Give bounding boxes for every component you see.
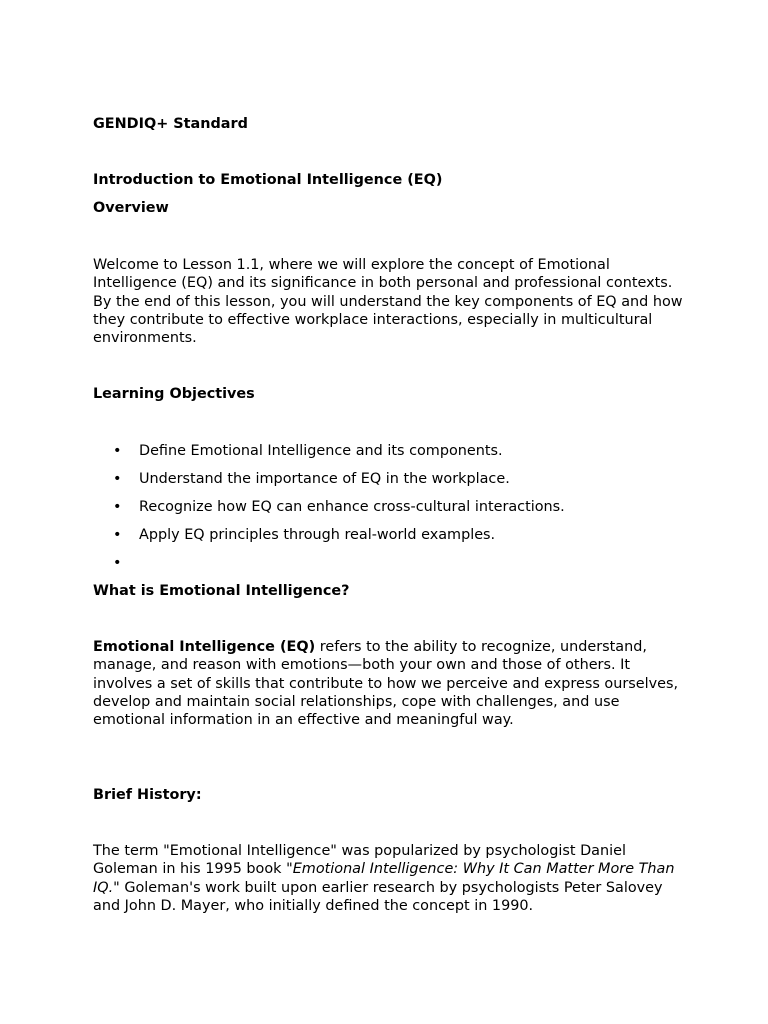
list-item-text: Apply EQ principles through real-world examples. <box>139 527 496 543</box>
book-title: Emotional Intelligence: Why It Can Matter More Than IQ. <box>93 861 675 896</box>
bullet-icon: • <box>113 471 122 487</box>
bullet-icon: • <box>113 527 122 543</box>
list-item-text: Recognize how EQ can enhance cross-cultural interactions. <box>139 499 565 515</box>
what-is-heading: What is Emotional Intelligence? <box>93 583 350 599</box>
bullet-icon: • <box>113 555 122 571</box>
overview-paragraph: Welcome to Lesson 1.1, where we will explore the concept of Emotional Intelligence (EQ) and its significance in both personal and professional contexts. By the end of this lesson, you will understand the key components of EQ and how they contribute to effective workplace interactions, especially in multicultural environments. <box>93 257 683 347</box>
list-item <box>93 498 683 516</box>
objectives-heading: Learning Objectives <box>93 386 255 402</box>
history-text-end: " Goleman's work built upon earlier research by psychologists Peter Salovey and John D. Mayer, who initially defined the concept in 1990. <box>93 879 663 914</box>
list-item-text: Understand the importance of EQ in the workplace. <box>139 471 510 487</box>
standard-title: GENDIQ+ Standard <box>93 116 248 132</box>
list-item-text: Define Emotional Intelligence and its components. <box>139 443 503 459</box>
definition-term: Emotional Intelligence (EQ) <box>93 639 316 655</box>
list-item <box>93 442 683 460</box>
history-paragraph <box>93 842 683 915</box>
bullet-icon: • <box>113 443 122 459</box>
bullet-icon: • <box>113 499 122 515</box>
history-text-start: The term "Emotional Intelligence" was popularized by psychologist Daniel Goleman in his 1995 book " <box>93 843 626 878</box>
history-heading: Brief History: <box>93 787 202 803</box>
list-item <box>93 470 683 488</box>
lesson-title: Introduction to Emotional Intelligence (EQ) <box>93 172 443 188</box>
definition-text: refers to the ability to recognize, understand, manage, and reason with emotions—both your own and those of others. It involves a set of skills that contribute to how we perceive and express ourselves, develop and maintain social relationships, cope with challenges, and use emotional information in an effective and meaningful way. <box>93 639 679 729</box>
list-item <box>93 554 683 572</box>
list-item <box>93 526 683 544</box>
definition-paragraph <box>93 638 683 729</box>
overview-heading: Overview <box>93 200 169 216</box>
